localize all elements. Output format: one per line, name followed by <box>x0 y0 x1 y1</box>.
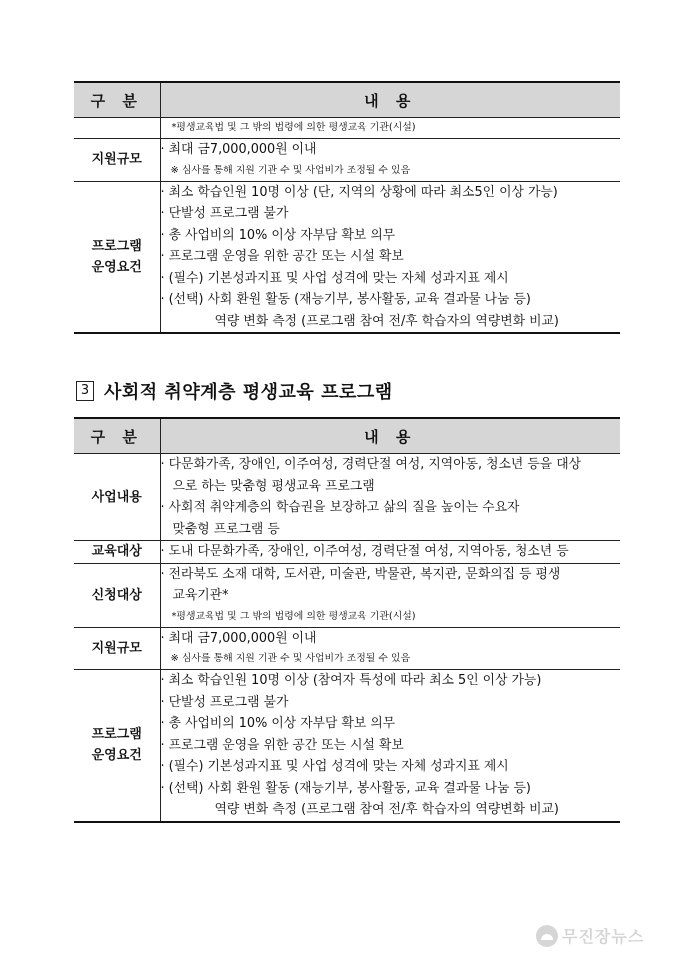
requirements-table-2 <box>74 417 620 823</box>
requirement-item: · 총 사업비의 10% 이상 자부담 확보 의무 <box>160 716 396 731</box>
section-heading <box>76 378 393 404</box>
section-number: 3 <box>76 381 94 401</box>
empty-label-cell <box>74 118 160 139</box>
business-item: · 사회적 취약계층의 학습권을 보장하고 삶의 질을 높이는 수요자 <box>160 500 520 515</box>
support-amount: · 최대 금7,000,000원 이내 <box>160 630 317 646</box>
applicant-content <box>160 563 620 627</box>
applicant-footnote: *평생교육법 및 그 밖의 법령에 의한 평생교육 기관(시설) <box>171 610 416 622</box>
section-title: 사회적 취약계층 평생교육 프로그램 <box>104 382 393 403</box>
requirement-item: · 총 사업비의 10% 이상 자부담 확보 의무 <box>160 227 396 243</box>
program-requirements-label <box>74 670 160 822</box>
watermark-logo-icon <box>536 925 558 947</box>
watermark <box>536 924 644 947</box>
business-content <box>160 454 620 541</box>
program-label-line-2: 운영요건 <box>91 748 142 764</box>
header-content: 내 용 <box>160 82 620 118</box>
requirement-item: · 프로그램 운영을 위한 공간 또는 시설 확보 <box>160 737 404 753</box>
applicant-item: · 전라북도 소재 대학, 도서관, 미술관, 박물관, 복지관, 문화의집 등 평생 <box>160 566 561 582</box>
requirement-item: · 최소 학습인원 10명 이상 (참여자 특성에 따라 최소 5인 이상 가능) <box>160 673 542 688</box>
target-content <box>160 541 620 564</box>
requirements-table-1 <box>74 81 620 334</box>
requirement-item: · 단발성 프로그램 불가 <box>160 206 289 221</box>
business-label: 사업내용 <box>74 454 160 541</box>
header-category: 구 분 <box>74 418 160 454</box>
support-amount: · 최대 금7,000,000원 이내 <box>160 142 317 157</box>
support-content <box>160 139 620 182</box>
business-item-continued: 맞춤형 프로그램 등 <box>172 521 280 537</box>
requirement-item: · (필수) 기본성과지표 및 사업 성격에 맞는 자체 성과지표 제시 <box>160 270 509 286</box>
program-requirements-content <box>160 181 620 333</box>
requirement-item: · (필수) 기본성과지표 및 사업 성격에 맞는 자체 성과지표 제시 <box>160 759 509 774</box>
support-note: ※ 심사를 통해 지원 기관 수 및 사업비가 조정될 수 있음 <box>170 653 411 664</box>
applicant-label: 신청대상 <box>74 563 160 627</box>
watermark-text: 무진장뉴스 <box>562 927 645 946</box>
institution-footnote: *평생교육법 및 그 밖의 법령에 의한 평생교육 기관(시설) <box>171 122 416 133</box>
program-label-line-2: 운영요건 <box>91 259 142 275</box>
support-label: 지원규모 <box>74 139 160 182</box>
business-item-continued: 으로 하는 맞춤형 평생교육 프로그램 <box>172 478 375 494</box>
support-label: 지원규모 <box>74 627 160 670</box>
requirement-item: · 단발성 프로그램 불가 <box>160 694 289 710</box>
support-content <box>160 627 620 670</box>
program-requirements-content <box>160 670 620 822</box>
target-line: · 도내 다문화가족, 장애인, 이주여성, 경력단절 여성, 지역아동, 청소년 등 <box>160 544 569 559</box>
requirement-item: · (선택) 사회 환원 활동 (재능기부, 봉사활동, 교육 결과물 나눔 등) <box>160 780 531 796</box>
requirement-item: · 프로그램 운영을 위한 공간 또는 시설 확보 <box>160 249 404 264</box>
header-content: 내 용 <box>160 418 620 454</box>
support-note: ※ 심사를 통해 지원 기관 수 및 사업비가 조정될 수 있음 <box>170 164 411 176</box>
requirement-item-continued: 역량 변화 측정 (프로그램 참여 전/후 학습자의 역량변화 비교) <box>214 313 559 329</box>
header-category: 구 분 <box>74 82 160 118</box>
program-label-line-1: 프로그램 <box>91 727 142 743</box>
requirement-item: · (선택) 사회 환원 활동 (재능기부, 봉사활동, 교육 결과물 나눔 등) <box>160 292 531 307</box>
applicant-item-continued: 교육기관* <box>172 588 229 603</box>
program-requirements-label <box>74 181 160 333</box>
content-cell <box>160 118 620 139</box>
target-label: 교육대상 <box>74 541 160 564</box>
business-item: · 다문화가족, 장애인, 이주여성, 경력단절 여성, 지역아동, 청소년 등을 대상 <box>160 457 582 472</box>
requirement-item: · 최소 학습인원 10명 이상 (단, 지역의 상황에 따라 최소5인 이상 가능) <box>160 184 558 200</box>
program-label-line-1: 프로그램 <box>91 238 142 254</box>
requirement-item-continued: 역량 변화 측정 (프로그램 참여 전/후 학습자의 역량변화 비교) <box>214 802 559 817</box>
